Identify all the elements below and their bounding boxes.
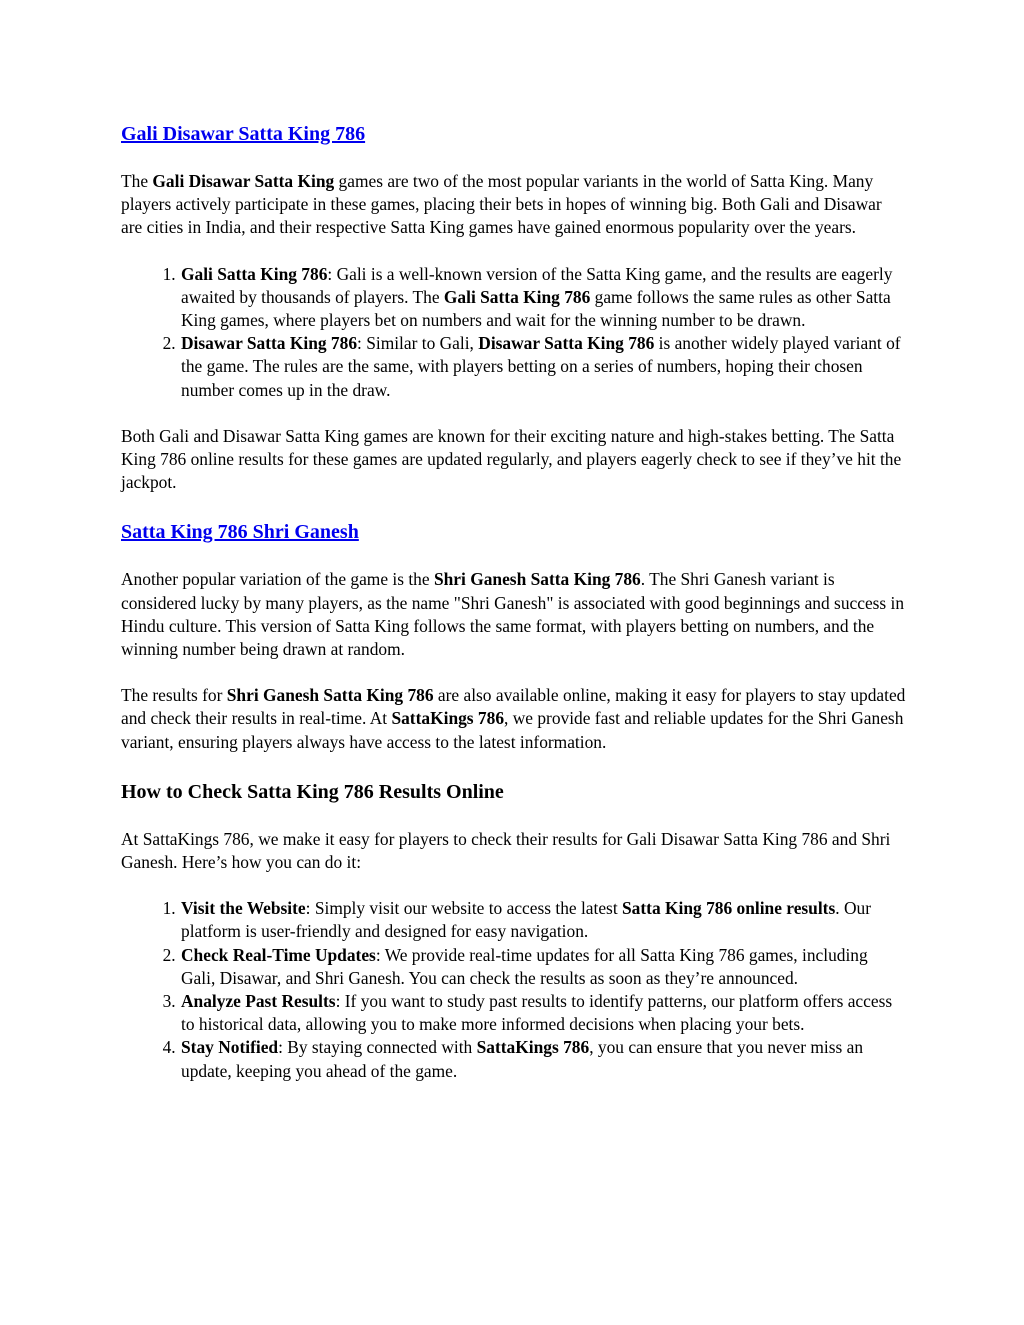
- heading-shri-ganesh-link[interactable]: Satta King 786 Shri Ganesh: [121, 521, 359, 544]
- paragraph-shri-ganesh-2: The results for Shri Ganesh Satta King 786 are also available online, making it easy for players to stay updated and check their results in real-time. At SattaKings 786, we provide fast and reliable updates for the Shri Ganesh variant, ensuring players always have access to the latest information.: [121, 685, 906, 752]
- paragraph-intro-gali-disawar: The Gali Disawar Satta King games are two of the most popular variants in the world of Satta King. Many players actively participate in these games, placing their bets in hopes of winning big. Both Gali and Disawar are cities in India, and their respective Satta King games have gained enormous popularity over the years.: [121, 171, 882, 238]
- paragraph-how-to-check-intro: At SattaKings 786, we make it easy for players to check their results for Gali Disawar Satta King 786 and Shri Ganesh. Here’s how you can do it:: [121, 828, 891, 873]
- list-item: 2. Check Real-Time Updates: We provide real-time updates for all Satta King 786 games, including Gali, Disawar, and Shri Ganesh. You can check the results as soon as they’re announced.: [180, 944, 906, 990]
- list-item: 1. Visit the Website: Simply visit our website to access the latest Satta King 786 online results. Our platform is user-friendly and designed for easy navigation.: [180, 897, 906, 943]
- heading-gali-disawar: [121, 121, 906, 147]
- paragraph-closing-gali-disawar: Both Gali and Disawar Satta King games are known for their exciting nature and high-stakes betting. The Satta King 786 online results for these games are updated regularly, and players eagerly check to see if they’ve hit the jackpot.: [121, 425, 902, 493]
- heading-shri-ganesh: [121, 519, 906, 545]
- list-how-to-check-steps: [121, 897, 906, 1083]
- list-gali-disawar-variants: [121, 263, 906, 402]
- document-page: [121, 121, 906, 1083]
- list-item: 4. Stay Notified: By staying connected with SattaKings 786, you can ensure that you never miss an update, keeping you ahead of the game.: [180, 1036, 906, 1082]
- list-item: 1. Gali Satta King 786: Gali is a well-known version of the Satta King game, and the results are eagerly awaited by thousands of players. The Gali Satta King 786 game follows the same rules as other Satta King games, where players bet on numbers and wait for the winning number to be drawn.: [180, 263, 906, 333]
- paragraph-shri-ganesh-1: Another popular variation of the game is the Shri Ganesh Satta King 786. The Shri Ganesh variant is considered lucky by many players, as the name "Shri Ganesh" is associated with good beginnings and success in Hindu culture. This version of Satta King follows the same format, with players betting on numbers, and the winning number being drawn at random.: [121, 569, 905, 660]
- heading-how-to-check: How to Check Satta King 786 Results Online: [121, 780, 504, 803]
- heading-gali-disawar-link[interactable]: Gali Disawar Satta King 786: [121, 123, 366, 145]
- list-item: 2. Disawar Satta King 786: Similar to Gali, Disawar Satta King 786 is another widely played variant of the game. The rules are the same, with players betting on a series of numbers, hoping their chosen number comes up in the draw.: [180, 332, 906, 402]
- list-item: 3. Analyze Past Results: If you want to study past results to identify patterns, our platform offers access to historical data, allowing you to make more informed decisions when placing your bets.: [180, 990, 906, 1036]
